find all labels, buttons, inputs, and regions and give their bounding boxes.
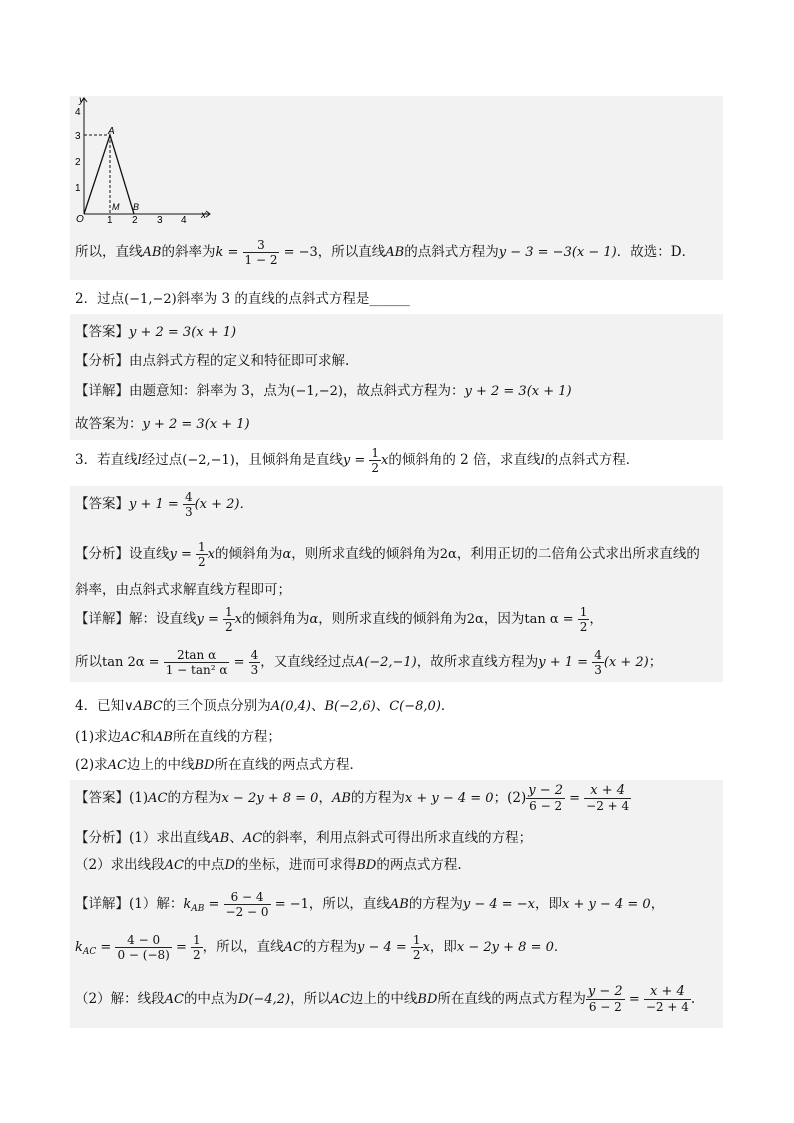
q2-question: 2．过点(−1,−2)斜率为 3 的直线的点斜式方程是______ — [75, 291, 410, 307]
q4-part2: (2)求AC边上的中线BD所在直线的两点式方程． — [75, 757, 363, 773]
coordinate-graph — [70, 94, 220, 230]
x-tick: 2 — [132, 215, 138, 226]
point-b-label: B — [133, 202, 140, 212]
q4-detail-3: （2）解：线段AC的中点为D(−4,2)，所以AC边上的中线BD所在直线的两点式方程为 $\frac{y - 2}{6 - 2}$ = $\frac{x + 4}{-2 + 4}$ . — [75, 984, 696, 1014]
point-m-label: M — [112, 202, 120, 212]
y-tick: 2 — [75, 157, 81, 168]
q4-part1: (1)求边AC和AB所在直线的方程； — [75, 729, 281, 745]
y-tick: 3 — [75, 131, 81, 142]
x-tick: 1 — [107, 215, 113, 226]
x-tick: 4 — [181, 215, 187, 226]
q3-analysis-cont: 斜率，由点斜式求解直线方程即可； — [75, 582, 291, 598]
q3-answer: 【答案】y + 1 = $\frac{4}{3}$ (x + 2)． — [75, 490, 253, 519]
y-axis-label: y — [79, 95, 84, 106]
q3-analysis: 【分析】设直线y = $\frac{1}{2}$ x的倾斜角为α，则所求直线的倾斜角为2α，利用正切的二倍角公式求出所求直线的 — [75, 540, 700, 569]
q2-detail: 【详解】由题意知：斜率为 3，点为(−1,−2)，故点斜式方程为：y + 2 = 3(x + 1) — [75, 383, 572, 399]
q4-analysis-cont: （2）求出线段AC的中点D的坐标，进而可求得BD的两点式方程. — [75, 857, 462, 873]
q4-question: 4．已知∨ABC的三个顶点分别为A(0,4)、B(−2,6)、C(−8,0)． — [75, 698, 455, 714]
q3-question: 3．若直线l经过点(−2,−1)，且倾斜角是直线y = $\frac{1}{2}$ x的倾斜角的 2 倍，求直线l的点斜式方程． — [75, 446, 640, 475]
x-axis-label: x — [201, 210, 206, 221]
y-tick: 4 — [75, 107, 81, 118]
q3-detail-cont: 所以tan 2α = $\frac{\text{2tan α}}{\text{1 − tan² α}}$ = $\frac{4}{3}$ ，又直线经过点A(−2,−1)，故所求直线方程为y + 1 = $\frac{4}{3}$ (x + 2)； — [75, 648, 663, 677]
q3-detail: 【详解】解：设直线y = $\frac{1}{2}$ x的倾斜角为α，则所求直线的倾斜角为2α，因为tan α = $\frac{1}{2}$ ， — [75, 605, 603, 634]
q2-conclusion: 故答案为：y + 2 = 3(x + 1) — [75, 416, 250, 432]
q4-analysis: 【分析】(1）求出直线AB、AC的斜率，利用点斜式可得出所求直线的方程； — [75, 830, 533, 846]
point-a-label: A — [108, 126, 115, 137]
q4-answer: 【答案】(1)AC的方程为x − 2y + 8 = 0，AB的方程为x + y − 4 = 0；(2) $\frac{y - 2}{6 - 2}$ = $\frac{x + 4}{-2 + 4}$ — [75, 783, 630, 813]
q2-answer: 【答案】y + 2 = 3(x + 1) — [75, 324, 237, 340]
q2-analysis: 【分析】由点斜式方程的定义和特征即可求解. — [75, 353, 350, 369]
x-tick: 3 — [157, 215, 163, 226]
q4-detail-2: $k_{AC}$ = $\frac{4 - 0}{0 - (-8)}$ = $\frac{1}{2}$ ，所以，直线AC的方程为y − 4 = $\frac{1}{2}$ x，即x − 2y + 8 = 0. — [75, 933, 558, 962]
y-tick: 1 — [75, 183, 81, 194]
q1-conclusion: 所以，直线AB的斜率为k = $\frac{3}{1 - 2}$ = −3，所以直线AB的点斜式方程为y − 3 = −3(x − 1)．故选：D． — [75, 238, 696, 267]
origin-label: O — [76, 214, 84, 225]
q4-detail-1: 【详解】(1）解：$k_{AB}$ = $\frac{6 - 4}{-2 - 0}$ = −1，所以，直线AB的方程为y − 4 = −x，即x + y − 4 = 0， — [75, 890, 665, 919]
